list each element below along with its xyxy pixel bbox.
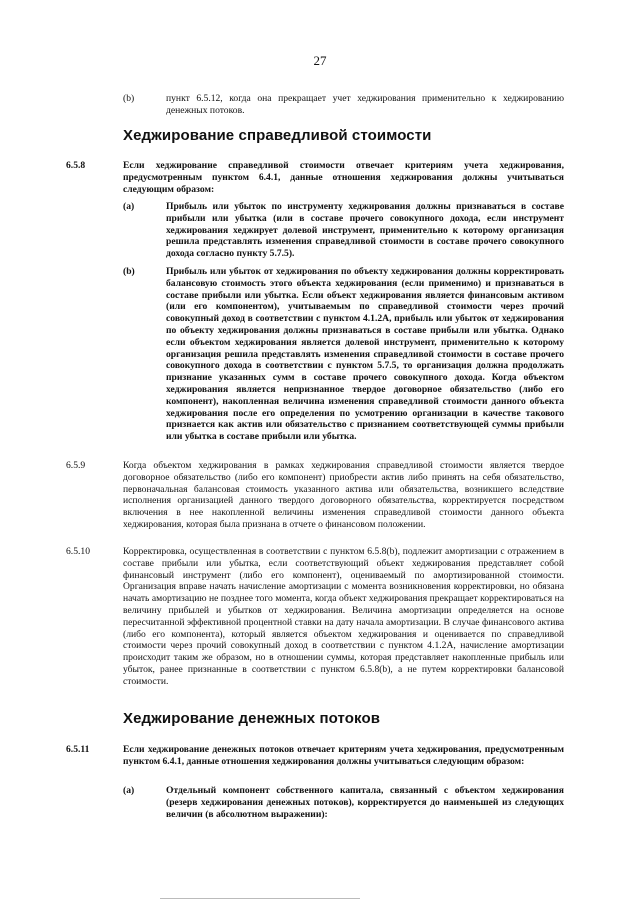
intro-label: (b) bbox=[123, 93, 135, 104]
cash-flow-item-a-label: (a) bbox=[123, 785, 135, 796]
paragraph-6-5-10: Корректировка, осуществленная в соответствии с пунктом 6.5.8(b), подлежит амортизации с отражением в составе прибыли или убытка, если соответствующий объект хеджирования представляет собой финансовый инструмент (либо его компонент), оцениваемый по амортизированной стоимости. Организация вправе начать начисление амортизации с момента возникновения корректировки, но обязана начать амортизацию не позднее того момента, когда объект хеджирования прекращает корректироваться на величину прибылей и убытков от хеджирования. Величина амортизации определяется на основе пересчитанной эффективной процентной ставки на дату начала амортизации. В случае финансового актива (либо его компонента), который является объектом хеджирования и оценивается по справедливой стоимости через прочий совокупный доход в соответствии с пунктом 4.1.2А, начисление амортизации происходит таким же образом, но в отношении суммы, которая представляет накопленные прибыль или убыток, ранее признанные в соответствии с пунктом 6.5.8(b), а не путем корректировки балансовой стоимости. bbox=[123, 546, 564, 687]
item-a-text: Прибыль или убыток по инструменту хеджирования должны признаваться в составе прибыли или убытка (или в составе прочего совокупного дохода, если инструмент хеджирования хеджирует долевой инструмент, применительно к которому организация решила представлять изменения справедливой стоимости в составе прочего совокупного дохода согласно пункту 5.7.5). bbox=[166, 201, 564, 260]
paragraph-6-5-8: Если хеджирование справедливой стоимости отвечает критериям учета хеджирования, предусмотренным пунктом 6.4.1, данные отношения хеджирования должны учитываться следующим образом: bbox=[123, 160, 564, 195]
paragraph-6-5-11: Если хеджирование денежных потоков отвечает критериям учета хеджирования, предусмотренным пунктом 6.4.1, данные отношения хеджирования должны учитываться следующим образом: bbox=[123, 744, 564, 767]
cash-flow-item-a-text: Отдельный компонент собственного капитала, связанный с объектом хеджирования (резерв хеджирования денежных потоков), корректируется до наименьшей из следующих величин (в абсолютном выражении): bbox=[166, 785, 564, 820]
intro-text: пункт 6.5.12, когда она прекращает учет хеджирования применительно к хеджированию денежных потоков. bbox=[166, 93, 564, 116]
paragraph-number-6-5-8: 6.5.8 bbox=[66, 160, 86, 171]
section-heading-fair-value: Хеджирование справедливой стоимости bbox=[123, 127, 432, 144]
item-b-text: Прибыль или убыток от хеджирования по объекту хеджирования должны корректировать балансовую стоимость этого объекта хеджирования (если применимо) и признаваться в составе прибыли или убытка. Если объект хеджирования является финансовым активом (или его компонентом), учитываемым по справедливой стоимости через прочий совокупный доход в соответствии с пунктом 4.1.2А, прибыль или убыток от хеджирования по объекту хеджирования должны признаваться в составе прибыли или убытка. Однако если объектом хеджирования является долевой инструмент, применительно к которому организация решила представлять изменения справедливой стоимости в составе прочего совокупного дохода в соответствии с пунктом 5.7.5, то организация должна продолжать признание указанных сумм в составе прочего совокупного дохода. Когда объектом хеджирования является непризнанное твердое договорное обязательство (либо его компонент), накопленная величина изменения справедливой стоимости данного объекта хеджирования после его определения по усмотрению организации в качестве такового признается как актив или обязательство с признанием соответствующей суммы прибыли или убытка в составе прибыли или убытка. bbox=[166, 266, 564, 443]
paragraph-number-6-5-9: 6.5.9 bbox=[66, 460, 86, 471]
paragraph-number-6-5-10: 6.5.10 bbox=[66, 546, 90, 557]
section-heading-cash-flow: Хеджирование денежных потоков bbox=[123, 710, 381, 727]
bottom-divider bbox=[160, 898, 360, 899]
page-number: 27 bbox=[313, 53, 327, 68]
item-b-label: (b) bbox=[123, 266, 135, 277]
paragraph-6-5-9: Когда объектом хеджирования в рамках хеджирования справедливой стоимости является твердое договорное обязательство (либо его компонент) приобрести актив либо принять на себя обязательство, первоначальная балансовая стоимость указанного актива или обязательства, возникшего вследствие исполнения организацией данного твердого договорного обязательства, корректируется посредством включения в нее накопленной величины изменения справедливой стоимости данного объекта хеджирования, которая была признана в отчете о финансовом положении. bbox=[123, 460, 564, 530]
paragraph-number-6-5-11: 6.5.11 bbox=[66, 744, 90, 755]
item-a-label: (a) bbox=[123, 201, 135, 212]
